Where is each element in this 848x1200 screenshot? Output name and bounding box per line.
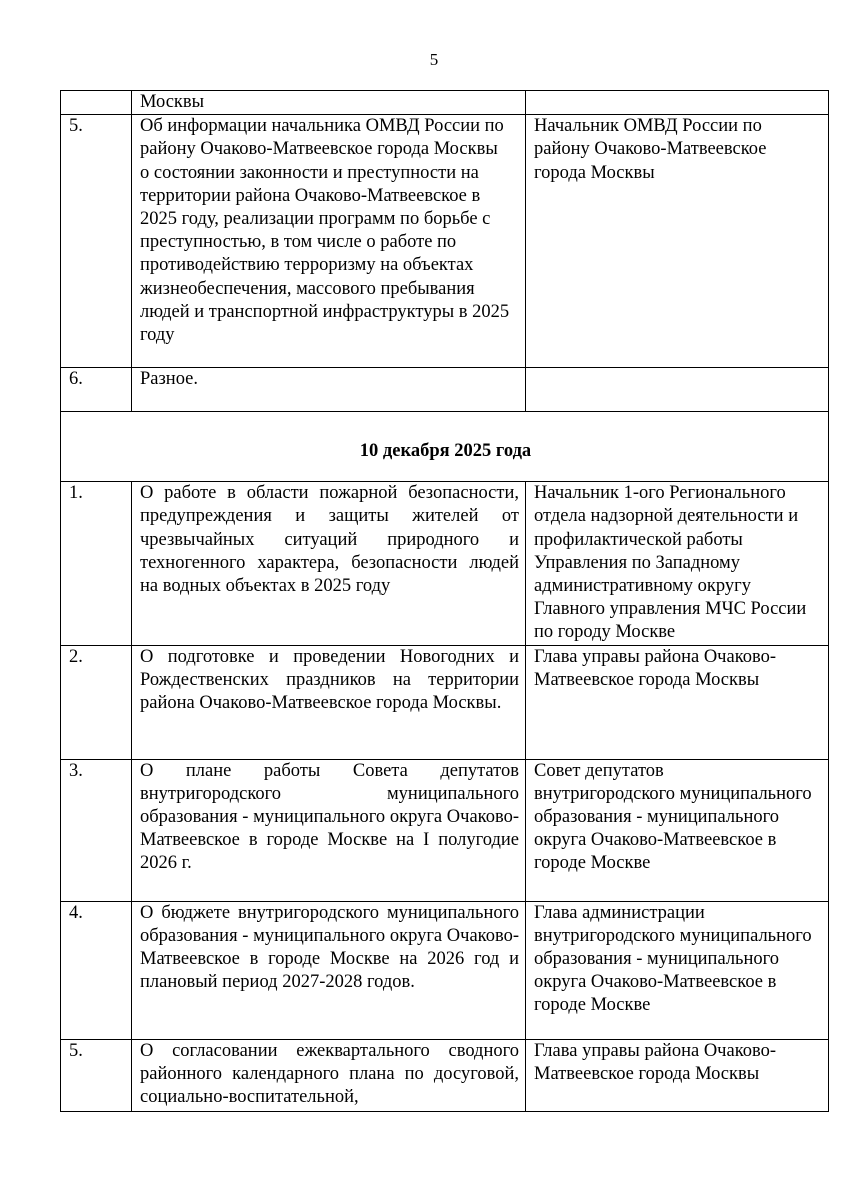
item-number: 6. — [61, 368, 132, 412]
table-row — [61, 368, 829, 412]
item-description: О согласовании ежеквартального сводного районного календарного плана по досуговой, социально-воспитательной, — [132, 1039, 526, 1111]
item-responsible — [526, 368, 829, 412]
item-description: Разное. — [132, 368, 526, 412]
item-description: О бюджете внутригородского муниципального образования - муниципального округа Очаково-Матвеевское в городе Москве на 2026 год и плановый период 2027-2028 годов. — [132, 901, 526, 1039]
item-number: 5. — [61, 1039, 132, 1111]
item-description: О работе в области пожарной безопасности, предупреждения и защиты жителей от чрезвычайных ситуаций природного и техногенного характера, безопасности людей на водных объектах в 2025 году — [132, 482, 526, 645]
table-row — [61, 115, 829, 368]
item-responsible: Глава управы района Очаково-Матвеевское города Москвы — [526, 645, 829, 759]
table-row — [61, 901, 829, 1039]
item-responsible: Совет депутатов внутригородского муниципального образования - муниципального округа Очаково-Матвеевское в городе Москве — [526, 759, 829, 901]
page-number: 5 — [429, 50, 439, 69]
table-row — [61, 645, 829, 759]
item-number: 3. — [61, 759, 132, 901]
item-number: 1. — [61, 482, 132, 645]
item-description: Москвы — [132, 91, 526, 115]
table-row — [61, 91, 829, 115]
table-row — [61, 759, 829, 901]
item-description: Об информации начальника ОМВД России по району Очаково-Матвеевское города Москвы о состоянии законности и преступности на территории района Очаково-Матвеевское в 2025 году, реализации программ по борьбе с преступностью, в том числе о работе по противодействию терроризму на объектах жизнеобеспечения, массового пребывания людей и транспортной инфраструктуры в 2025 году — [132, 115, 526, 368]
table-row — [61, 1039, 829, 1111]
item-number: 5. — [61, 115, 132, 368]
item-responsible: Начальник ОМВД России по району Очаково-Матвеевское города Москвы — [526, 115, 829, 368]
agenda-table — [60, 90, 829, 1112]
item-description: О плане работы Совета депутатов внутригородского муниципального образования - муниципального округа Очаково-Матвеевское в городе Москве на I полугодие 2026 г. — [132, 759, 526, 901]
table-row — [61, 482, 829, 645]
item-responsible: Глава управы района Очаково-Матвеевское города Москвы — [526, 1039, 829, 1111]
item-responsible — [526, 91, 829, 115]
item-responsible: Глава администрации внутригородского муниципального образования - муниципального округа Очаково-Матвеевское в городе Москве — [526, 901, 829, 1039]
item-number: 4. — [61, 901, 132, 1039]
section-date: 10 декабря 2025 года — [61, 412, 829, 482]
item-responsible: Начальник 1-ого Регионального отдела надзорной деятельности и профилактической работы Управления по Западному административному округу Главного управления МЧС России по городу Москве — [526, 482, 829, 645]
item-number — [61, 91, 132, 115]
item-description: О подготовке и проведении Новогодних и Рождественских праздников на территории района Очаково-Матвеевское города Москвы. — [132, 645, 526, 759]
item-number: 2. — [61, 645, 132, 759]
section-date-row — [61, 412, 829, 482]
